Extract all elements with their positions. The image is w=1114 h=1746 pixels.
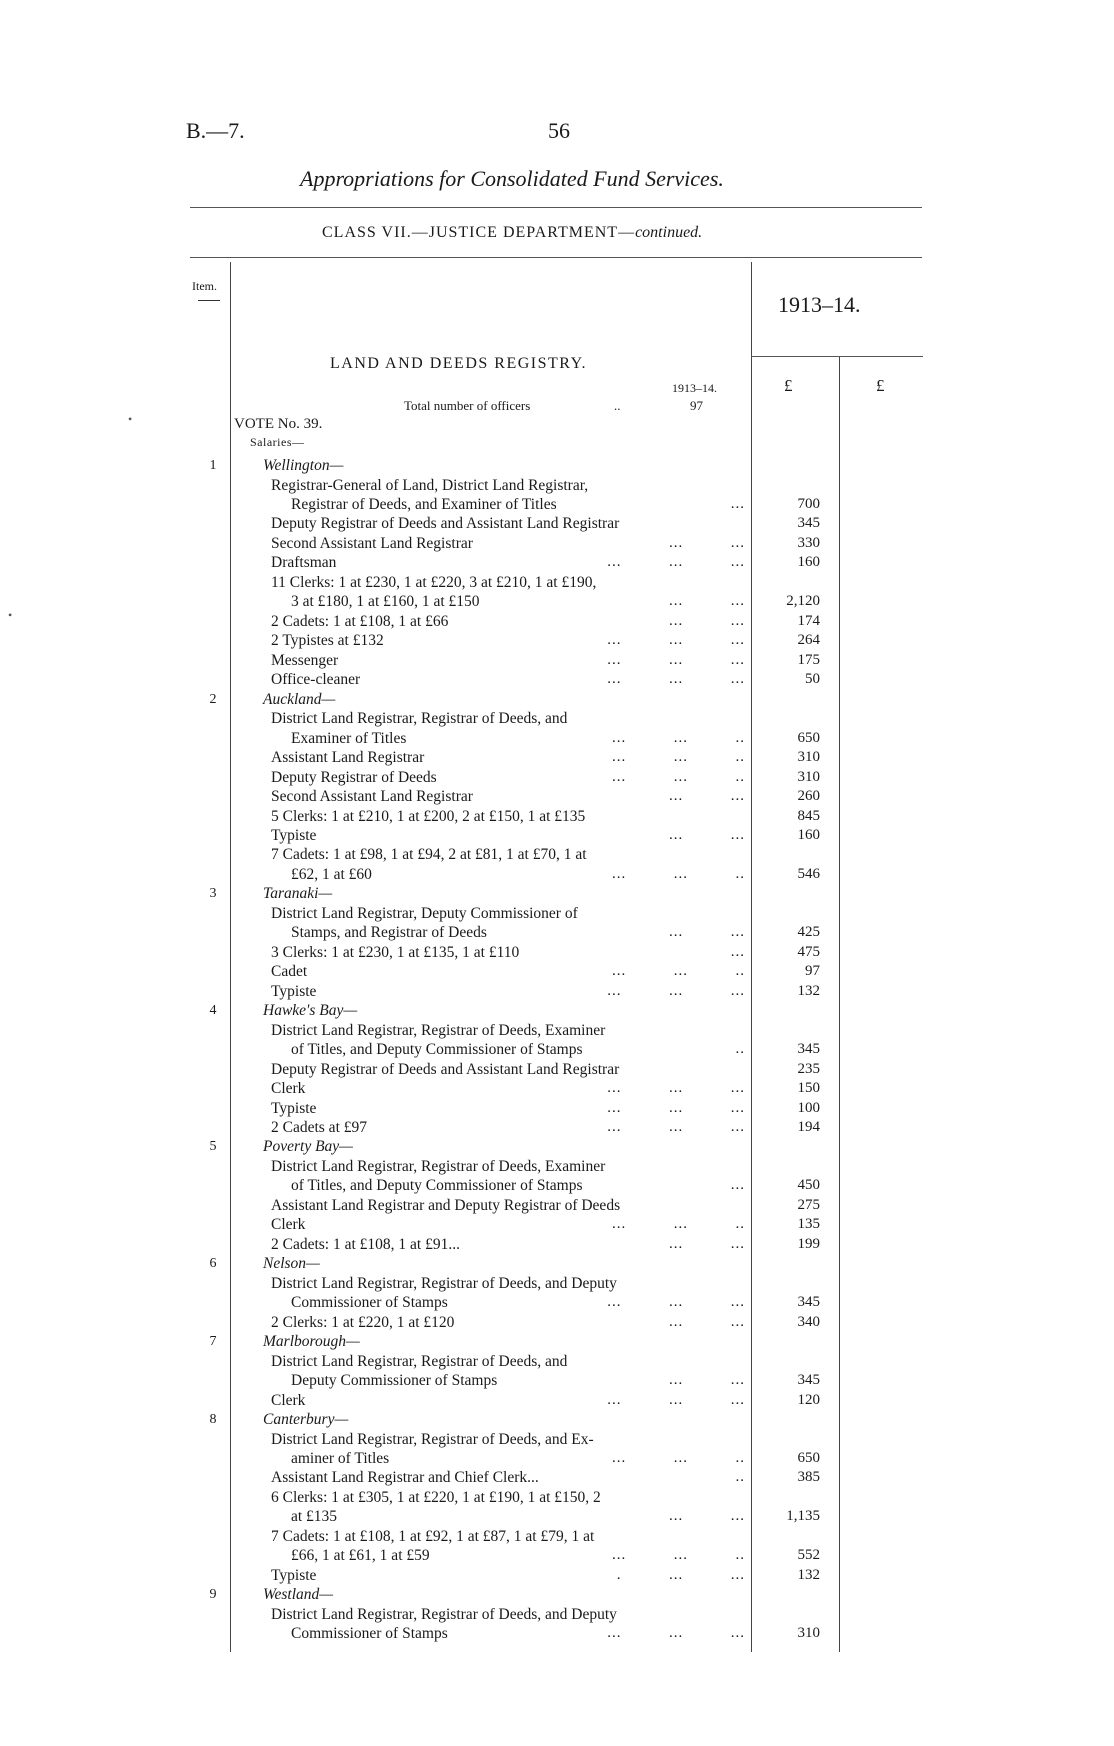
table-row (0, 534, 1114, 553)
table-row (0, 1099, 1114, 1118)
leader-dots: ... (730, 495, 745, 512)
row-amount: 264 (797, 632, 820, 649)
district-heading: Canterbury— (263, 1411, 349, 1428)
table-row (0, 1079, 1114, 1098)
row-amount: 330 (797, 534, 820, 551)
leader-dots: ... ... ... (607, 1391, 745, 1408)
item-number: 3 (209, 886, 217, 902)
table-row (0, 1507, 1114, 1526)
leader-dots: ... (730, 943, 745, 960)
row-description: 11 Clerks: 1 at £230, 1 at £220, 3 at £210, 1 at £190, (271, 573, 597, 591)
class-heading-continued: continued. (635, 224, 703, 241)
table-row (0, 1430, 1114, 1449)
table-row (0, 1235, 1114, 1254)
row-amount: 345 (797, 515, 820, 532)
leader-dots: ... ... (669, 1508, 745, 1525)
year-header-rule (751, 356, 923, 357)
item-number: 2 (209, 691, 217, 707)
row-amount: 175 (797, 651, 820, 668)
row-amount: 2,120 (786, 593, 820, 610)
row-description: 3 at £180, 1 at £160, 1 at £150 (291, 593, 480, 611)
row-description: Deputy Commissioner of Stamps (291, 1372, 498, 1390)
leader-dots: ... ... ... (607, 1294, 745, 1311)
officers-dots: .. (614, 398, 621, 413)
leader-dots: ... ... (669, 593, 745, 610)
leader-dots: ... ... (669, 534, 745, 551)
leader-dots: ... ... .. (612, 768, 745, 785)
row-amount: 160 (797, 554, 820, 571)
table-row (0, 1624, 1114, 1643)
row-description: Second Assistant Land Registrar (271, 534, 473, 552)
table-row (0, 573, 1114, 592)
table-row (0, 962, 1114, 981)
table-row (0, 476, 1114, 495)
table-row (0, 1371, 1114, 1390)
table-row (0, 1585, 1114, 1604)
row-amount: 194 (797, 1119, 820, 1135)
row-amount: 345 (797, 1372, 820, 1389)
table-row (0, 612, 1114, 631)
table-row (0, 670, 1114, 689)
table-row (0, 1546, 1114, 1565)
row-description: Typiste (271, 982, 317, 1000)
row-amount: 275 (797, 1196, 820, 1213)
document-reference: B.—7. (186, 118, 245, 143)
row-amount: 260 (797, 788, 820, 804)
table-row (0, 807, 1114, 826)
row-amount: 385 (797, 1469, 820, 1486)
row-description: District Land Registrar, Registrar of Deeds, Examiner (271, 1157, 606, 1175)
row-amount: 345 (797, 1294, 820, 1311)
table-row (0, 709, 1114, 728)
table-row (0, 1215, 1114, 1234)
item-number: 8 (209, 1412, 217, 1427)
table-row (0, 1274, 1114, 1293)
table-top-rule (190, 257, 922, 258)
table-row (0, 1468, 1114, 1487)
leader-dots: ... ... ... (607, 1119, 745, 1135)
table-row (0, 631, 1114, 650)
row-description: Typiste (271, 826, 317, 844)
item-number: 5 (209, 1139, 217, 1155)
leader-dots: ... ... ... (607, 632, 745, 649)
row-amount: 132 (797, 982, 820, 999)
leader-dots: . ... ... (616, 1566, 745, 1583)
leader-dots: ... ... (669, 1235, 745, 1252)
district-heading: Nelson— (263, 1255, 320, 1273)
table-row (0, 787, 1114, 806)
row-amount: 310 (797, 749, 820, 765)
row-amount: 310 (797, 768, 820, 785)
officers-count: 97 (690, 398, 703, 413)
leader-dots: ... (730, 1177, 745, 1194)
row-description: Assistant Land Registrar (271, 749, 425, 766)
table-row (0, 826, 1114, 845)
leader-dots: ... ... (669, 1313, 745, 1330)
table-row (0, 690, 1114, 709)
table-row (0, 1332, 1114, 1351)
row-description: 2 Clerks: 1 at £220, 1 at £120 (271, 1313, 455, 1331)
row-description: £66, 1 at £61, 1 at £59 (291, 1547, 430, 1565)
row-amount: 475 (797, 943, 820, 960)
row-description: Deputy Registrar of Deeds (271, 768, 437, 786)
table-row (0, 553, 1114, 572)
table-row (0, 1449, 1114, 1468)
table-row (0, 1293, 1114, 1312)
leader-dots: ... ... .. (612, 865, 745, 882)
row-amount: 845 (797, 807, 820, 824)
row-description: Draftsman (271, 554, 337, 572)
row-description: 7 Cadets: 1 at £98, 1 at £94, 2 at £81, 1 at £70, 1 at (271, 846, 587, 864)
row-amount: 50 (805, 671, 820, 688)
table-row (0, 729, 1114, 748)
vote-number: VOTE No. 39. (234, 416, 323, 432)
table-row (0, 845, 1114, 864)
district-heading: Poverty Bay— (263, 1138, 353, 1156)
district-heading: Hawke's Bay— (263, 1002, 358, 1020)
row-description: District Land Registrar, Registrar of Deeds, and (271, 710, 568, 728)
row-description: Clerk (271, 1216, 306, 1234)
row-description: District Land Registrar, Registrar of Deeds, Examiner (271, 1021, 606, 1039)
section-title: LAND AND DEEDS REGISTRY. (330, 355, 588, 372)
row-description: Messenger (271, 651, 339, 669)
leader-dots: ... ... ... (607, 1625, 745, 1642)
item-number: 4 (209, 1003, 217, 1019)
table-row (0, 651, 1114, 670)
row-amount: 235 (797, 1060, 820, 1077)
row-amount: 552 (797, 1547, 820, 1564)
leader-dots: ... ... .. (612, 1547, 745, 1564)
row-amount: 150 (797, 1080, 820, 1096)
leader-dots: ... ... ... (607, 982, 745, 999)
table-row (0, 1352, 1114, 1371)
row-description: Office-cleaner (271, 671, 361, 689)
table-row (0, 1566, 1114, 1585)
class-heading-main: CLASS VII.—JUSTICE DEPARTMENT— (322, 224, 636, 241)
district-heading: Taranaki— (263, 885, 333, 903)
leader-dots: ... ... .. (612, 729, 745, 746)
leader-dots: ... ... .. (612, 749, 745, 765)
table-row (0, 1137, 1114, 1156)
row-description: Stamps, and Registrar of Deeds (291, 924, 487, 942)
row-amount: 100 (797, 1099, 820, 1116)
table-row (0, 768, 1114, 787)
row-description: Assistant Land Registrar and Chief Clerk... (271, 1469, 539, 1487)
row-description: 6 Clerks: 1 at £305, 1 at £220, 1 at £190, 1 at £150, 2 (271, 1488, 601, 1506)
row-amount: 450 (797, 1177, 820, 1194)
leader-dots: ... ... (669, 788, 745, 804)
row-description: District Land Registrar, Registrar of Deeds, and Ex- (271, 1430, 594, 1448)
row-description: of Titles, and Deputy Commissioner of Stamps (291, 1041, 583, 1059)
salaries-heading: Salaries— (250, 435, 305, 449)
row-description: 7 Cadets: 1 at £108, 1 at £92, 1 at £87, 1 at £79, 1 at (271, 1527, 595, 1545)
row-description: at £135 (291, 1508, 338, 1526)
scan-speck: • (8, 608, 13, 622)
row-amount: 546 (797, 865, 820, 882)
row-description: District Land Registrar, Deputy Commissioner of (271, 904, 578, 922)
row-description: 2 Cadets: 1 at £108, 1 at £91... (271, 1235, 460, 1253)
row-description: Deputy Registrar of Deeds and Assistant Land Registrar (271, 1060, 620, 1078)
year-column-header: 1913–14. (778, 292, 861, 317)
item-header-dash (198, 300, 220, 301)
table-row (0, 865, 1114, 884)
table-row (0, 1118, 1114, 1137)
table-row (0, 1196, 1114, 1215)
row-amount: 345 (797, 1041, 820, 1058)
header-rule (190, 207, 922, 208)
row-amount: 425 (797, 924, 820, 941)
row-amount: 340 (797, 1313, 820, 1330)
row-amount: 700 (797, 495, 820, 512)
table-row (0, 1157, 1114, 1176)
row-description: 2 Typistes at £132 (271, 632, 384, 650)
row-description: of Titles, and Deputy Commissioner of Stamps (291, 1177, 583, 1195)
leader-dots: ... ... ... (607, 554, 745, 571)
table-row (0, 1313, 1114, 1332)
table-row (0, 1605, 1114, 1624)
row-description: District Land Registrar, Registrar of Deeds, and (271, 1352, 568, 1370)
table-row (0, 1527, 1114, 1546)
row-description: District Land Registrar, Registrar of Deeds, and Deputy (271, 1605, 617, 1623)
table-row (0, 1001, 1114, 1020)
row-description: Clerk (271, 1391, 306, 1409)
table-row (0, 1060, 1114, 1079)
table-row (0, 1488, 1114, 1507)
item-number: 1 (209, 458, 217, 473)
row-amount: 135 (797, 1216, 820, 1233)
row-amount: 1,135 (786, 1508, 820, 1525)
page-number: 56 (548, 118, 570, 143)
leader-dots: ... ... (669, 612, 745, 629)
item-number: 9 (209, 1587, 217, 1603)
row-description: Assistant Land Registrar and Deputy Registrar of Deeds (271, 1196, 621, 1214)
row-amount: 120 (797, 1391, 820, 1408)
row-amount: 650 (797, 1450, 820, 1466)
row-amount: 310 (797, 1625, 820, 1642)
table-row (0, 592, 1114, 611)
row-description: 5 Clerks: 1 at £210, 1 at £200, 2 at £150, 1 at £135 (271, 807, 586, 825)
district-heading: Auckland— (263, 690, 336, 708)
table-row (0, 495, 1114, 514)
row-description: 2 Cadets at £97 (271, 1119, 367, 1136)
row-description: Cadet (271, 963, 308, 981)
table-row (0, 943, 1114, 962)
row-description: Registrar-General of Land, District Land Registrar, (271, 476, 589, 494)
row-description: Second Assistant Land Registrar (271, 788, 473, 805)
table-row (0, 514, 1114, 533)
row-amount: 199 (797, 1235, 820, 1252)
table-row (0, 456, 1114, 475)
leader-dots: ... ... ... (607, 671, 745, 688)
class-heading (322, 224, 702, 242)
row-description: Examiner of Titles (291, 729, 407, 747)
officers-label: Total number of officers (404, 398, 531, 413)
item-column-header: Item. (192, 279, 217, 293)
leader-dots: ... ... ... (607, 651, 745, 668)
row-amount: 132 (797, 1566, 820, 1583)
row-description: £62, 1 at £60 (291, 865, 372, 883)
item-number: 6 (209, 1256, 217, 1272)
item-number: 7 (209, 1334, 217, 1350)
pound-symbol-2: £ (876, 376, 885, 395)
row-description: Typiste (271, 1099, 317, 1117)
leader-dots: .. (735, 1041, 745, 1058)
table-row (0, 1410, 1114, 1429)
row-description: Registrar of Deeds, and Examiner of Titles (291, 495, 557, 513)
row-description: Deputy Registrar of Deeds and Assistant Land Registrar (271, 515, 620, 533)
row-amount: 174 (797, 612, 820, 629)
table-row (0, 1021, 1114, 1040)
district-heading: Wellington— (263, 457, 344, 474)
row-description: 2 Cadets: 1 at £108, 1 at £66 (271, 612, 449, 630)
table-row (0, 884, 1114, 903)
leader-dots: ... ... .. (612, 1450, 745, 1466)
leader-dots: ... ... .. (612, 963, 745, 980)
leader-dots: ... ... (669, 1372, 745, 1389)
pound-symbol-1: £ (784, 376, 793, 395)
leader-dots: ... ... ... (607, 1099, 745, 1116)
row-description: Typiste (271, 1566, 317, 1584)
table-row (0, 904, 1114, 923)
table-row (0, 1176, 1114, 1195)
leader-dots: ... ... .. (612, 1216, 745, 1233)
row-description: District Land Registrar, Registrar of Deeds, and Deputy (271, 1274, 617, 1292)
page-title: Appropriations for Consolidated Fund Services. (300, 166, 724, 191)
row-description: Clerk (271, 1080, 306, 1097)
district-heading: Marlborough— (263, 1333, 360, 1351)
table-row (0, 923, 1114, 942)
leader-dots: .. (735, 1469, 745, 1486)
row-amount: 650 (797, 729, 820, 746)
table-row (0, 1391, 1114, 1410)
district-heading: Westland— (263, 1586, 334, 1604)
table-row (0, 1040, 1114, 1059)
table-row (0, 982, 1114, 1001)
table-row (0, 1254, 1114, 1273)
leader-dots: ... ... (669, 826, 745, 843)
row-amount: 97 (805, 963, 820, 980)
scan-speck: • (128, 412, 133, 426)
row-description: Commissioner of Stamps (291, 1625, 448, 1643)
officers-year: 1913–14. (672, 381, 717, 395)
row-description: aminer of Titles (291, 1450, 390, 1467)
leader-dots: ... ... ... (607, 1080, 745, 1096)
leader-dots: ... ... (669, 924, 745, 941)
row-description: Commissioner of Stamps (291, 1294, 448, 1312)
row-amount: 160 (797, 826, 820, 843)
table-row (0, 748, 1114, 767)
row-description: 3 Clerks: 1 at £230, 1 at £135, 1 at £110 (271, 943, 520, 961)
